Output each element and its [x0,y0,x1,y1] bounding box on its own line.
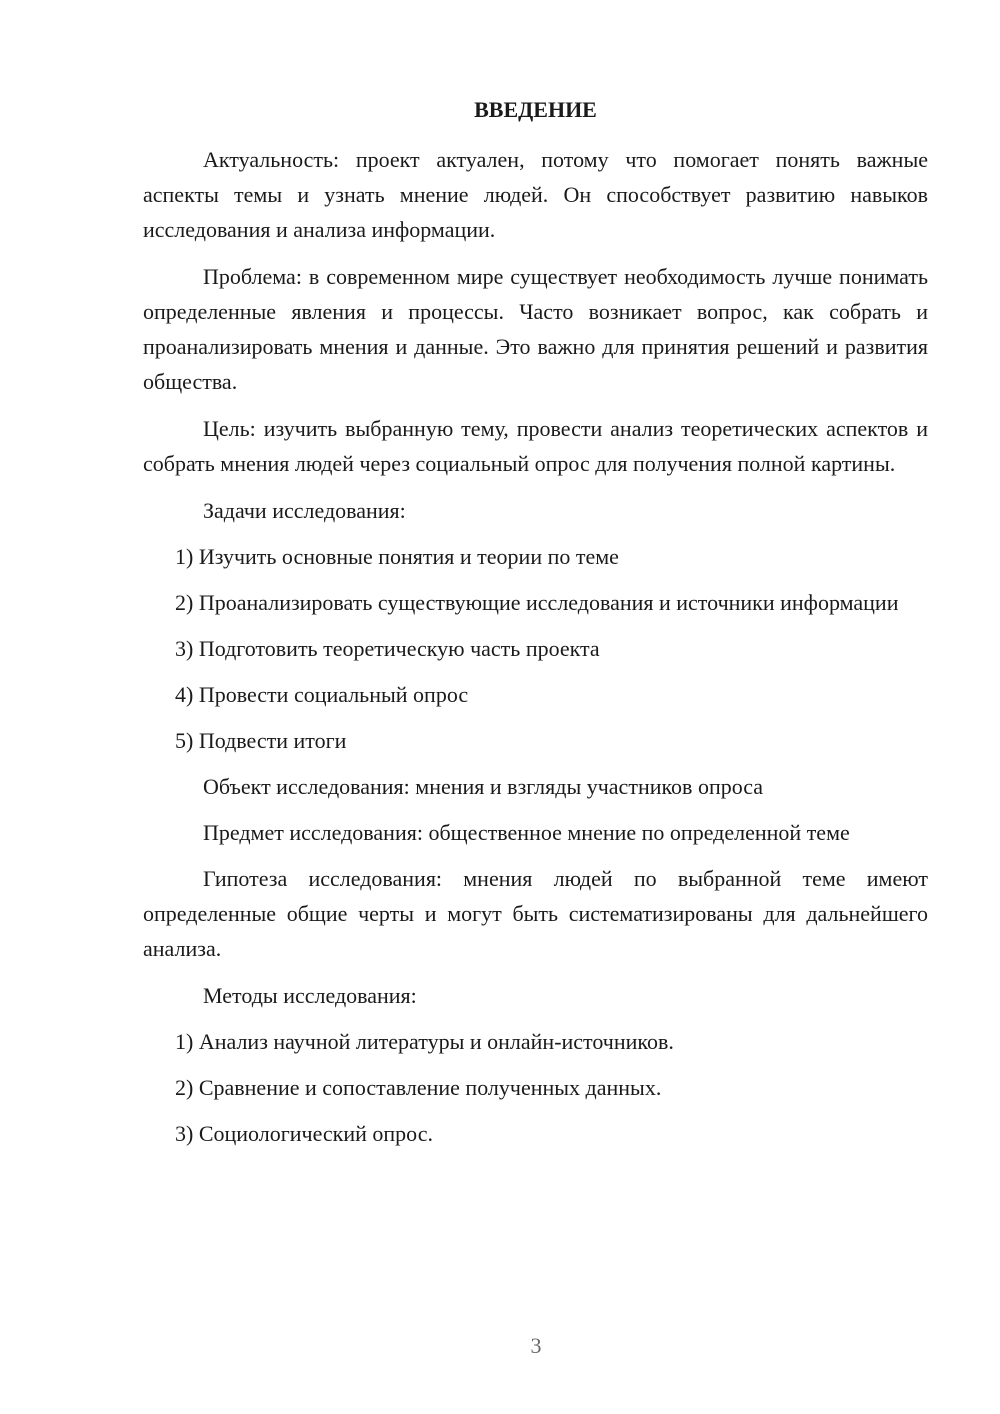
list-item: 3) Подготовить теоретическую часть проекта [175,636,600,661]
relevance-paragraph: Актуальность: проект актуален, потому что помогает понять важные аспекты темы и узнать мнение людей. Он способствует развитию навыков исследования и анализа информации. [143,147,928,242]
subject-paragraph: Предмет исследования: общественное мнение по определенной теме [203,820,850,845]
list-item: 2) Проанализировать существующие исследования и источники информации [175,590,899,615]
page-content [143,94,928,1162]
tasks-list [143,539,928,758]
methods-heading: Методы исследования: [203,983,417,1008]
list-item: 4) Провести социальный опрос [175,682,469,707]
hypothesis-paragraph: Гипотеза исследования: мнения людей по выбранной теме имеют определенные общие черты и могут быть систематизированы для дальнейшего анализа. [143,866,928,961]
goal-paragraph: Цель: изучить выбранную тему, провести анализ теоретических аспектов и собрать мнения людей через социальный опрос для получения полной картины. [143,416,928,476]
tasks-heading: Задачи исследования: [203,498,406,523]
list-item: 5) Подвести итоги [175,728,347,753]
problem-paragraph: Проблема: в современном мире существует необходимость лучше понимать определенные явления и процессы. Часто возникает вопрос, как собрать и проанализировать мнения и данные. Это важно для принятия решений и развития общества. [143,264,928,394]
list-item: 3) Социологический опрос. [175,1121,433,1146]
list-item: 1) Изучить основные понятия и теории по теме [175,544,619,569]
methods-list [143,1024,928,1151]
object-paragraph: Объект исследования: мнения и взгляды участников опроса [203,774,764,799]
list-item: 1) Анализ научной литературы и онлайн-источников. [175,1029,674,1054]
page-number: 3 [530,1333,542,1358]
section-title: ВВЕДЕНИЕ [474,97,597,122]
list-item: 2) Сравнение и сопоставление полученных данных. [175,1075,662,1100]
